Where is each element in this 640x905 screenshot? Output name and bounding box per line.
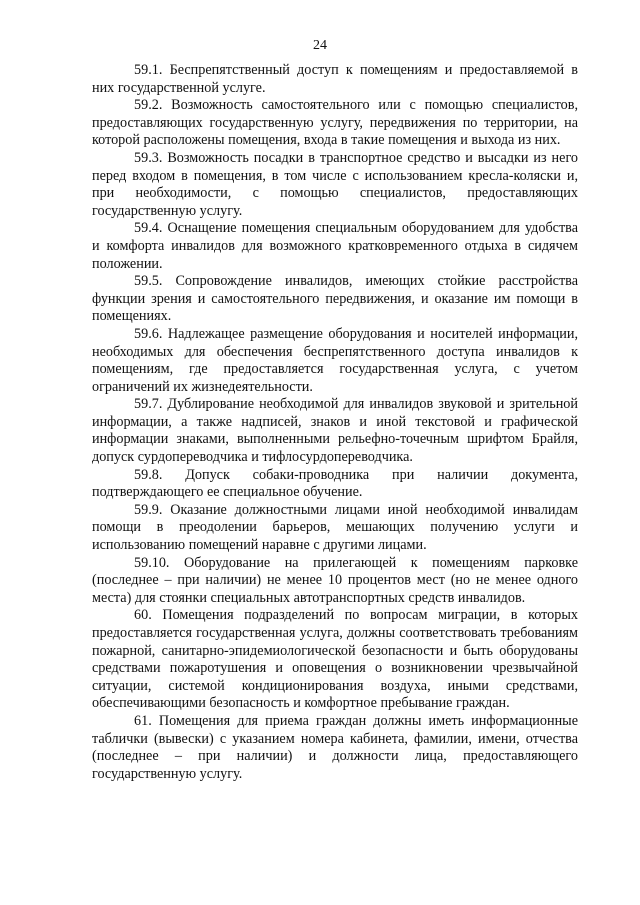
paragraph-59-9: 59.9. Оказание должностными лицами иной необходимой инвалидам помощи в преодолении барьеров, мешающих получению услуги и использованию помещений наравне с другими лицами. <box>92 501 578 554</box>
paragraph-59-7: 59.7. Дублирование необходимой для инвалидов звуковой и зрительной информации, а также надписей, знаков и иной текстовой и графической информации знаками, выполненными рельефно-точечным шрифтом Брайля, допуск сурдопереводчика и тифлосурдопереводчика. <box>92 396 578 466</box>
paragraph-59-4: 59.4. Оснащение помещения специальным оборудованием для удобства и комфорта инвалидов для возможного кратковременного отдыха в сидячем положении. <box>92 220 578 272</box>
paragraph-60: 60. Помещения подразделений по вопросам миграции, в которых предоставляется государственная услуга, должны соответствовать требованиям пожарной, санитарно-эпидемиологической безопасности и быть оборудованы средствами пожаротушения и оповещения о возникновении чрезвычайной ситуации, системой кондиционирования воздуха, иными средствами, обеспечивающими безопасность и комфортное пребывание граждан. <box>92 607 578 712</box>
paragraph-59-5: 59.5. Сопровождение инвалидов, имеющих стойкие расстройства функции зрения и самостоятельного передвижения, и оказание им помощи в помещениях. <box>92 273 578 325</box>
paragraph-59-2: 59.2. Возможность самостоятельного или с помощью специалистов, предоставляющих государственную услугу, передвижения по территории, на которой расположены помещения, входа в такие помещения и выхода из них. <box>92 97 578 149</box>
paragraph-59-1: 59.1. Беспрепятственный доступ к помещениям и предоставляемой в них государственной услуге. <box>92 62 578 96</box>
paragraph-61: 61. Помещения для приема граждан должны иметь информационные таблички (вывески) с указанием номера кабинета, фамилии, имени, отчества (последнее – при наличии) и должности лица, предоставляющего государственную услугу. <box>92 712 578 782</box>
paragraph-59-8: 59.8. Допуск собаки-проводника при наличии документа, подтверждающего ее специальное обучение. <box>92 466 578 501</box>
page-number: 24 <box>313 38 327 53</box>
paragraph-59-10: 59.10. Оборудование на прилегающей к помещениям парковке (последнее – при наличии) не менее 10 процентов мест (но не менее одного места) для стоянки специальных автотранспортных средств инвалидов. <box>92 554 578 606</box>
document-body <box>92 62 578 783</box>
paragraph-59-3: 59.3. Возможность посадки в транспортное средство и высадки из него перед входом в помещения, в том числе с использованием кресла-коляски и, при необходимости, с помощью специалистов, предоставляющих государственную услугу. <box>92 149 578 219</box>
paragraph-59-6: 59.6. Надлежащее размещение оборудования и носителей информации, необходимых для обеспечения беспрепятственного доступа инвалидов к помещениям, где предоставляется государственная услуга, с учетом ограничений их жизнедеятельности. <box>92 325 578 395</box>
